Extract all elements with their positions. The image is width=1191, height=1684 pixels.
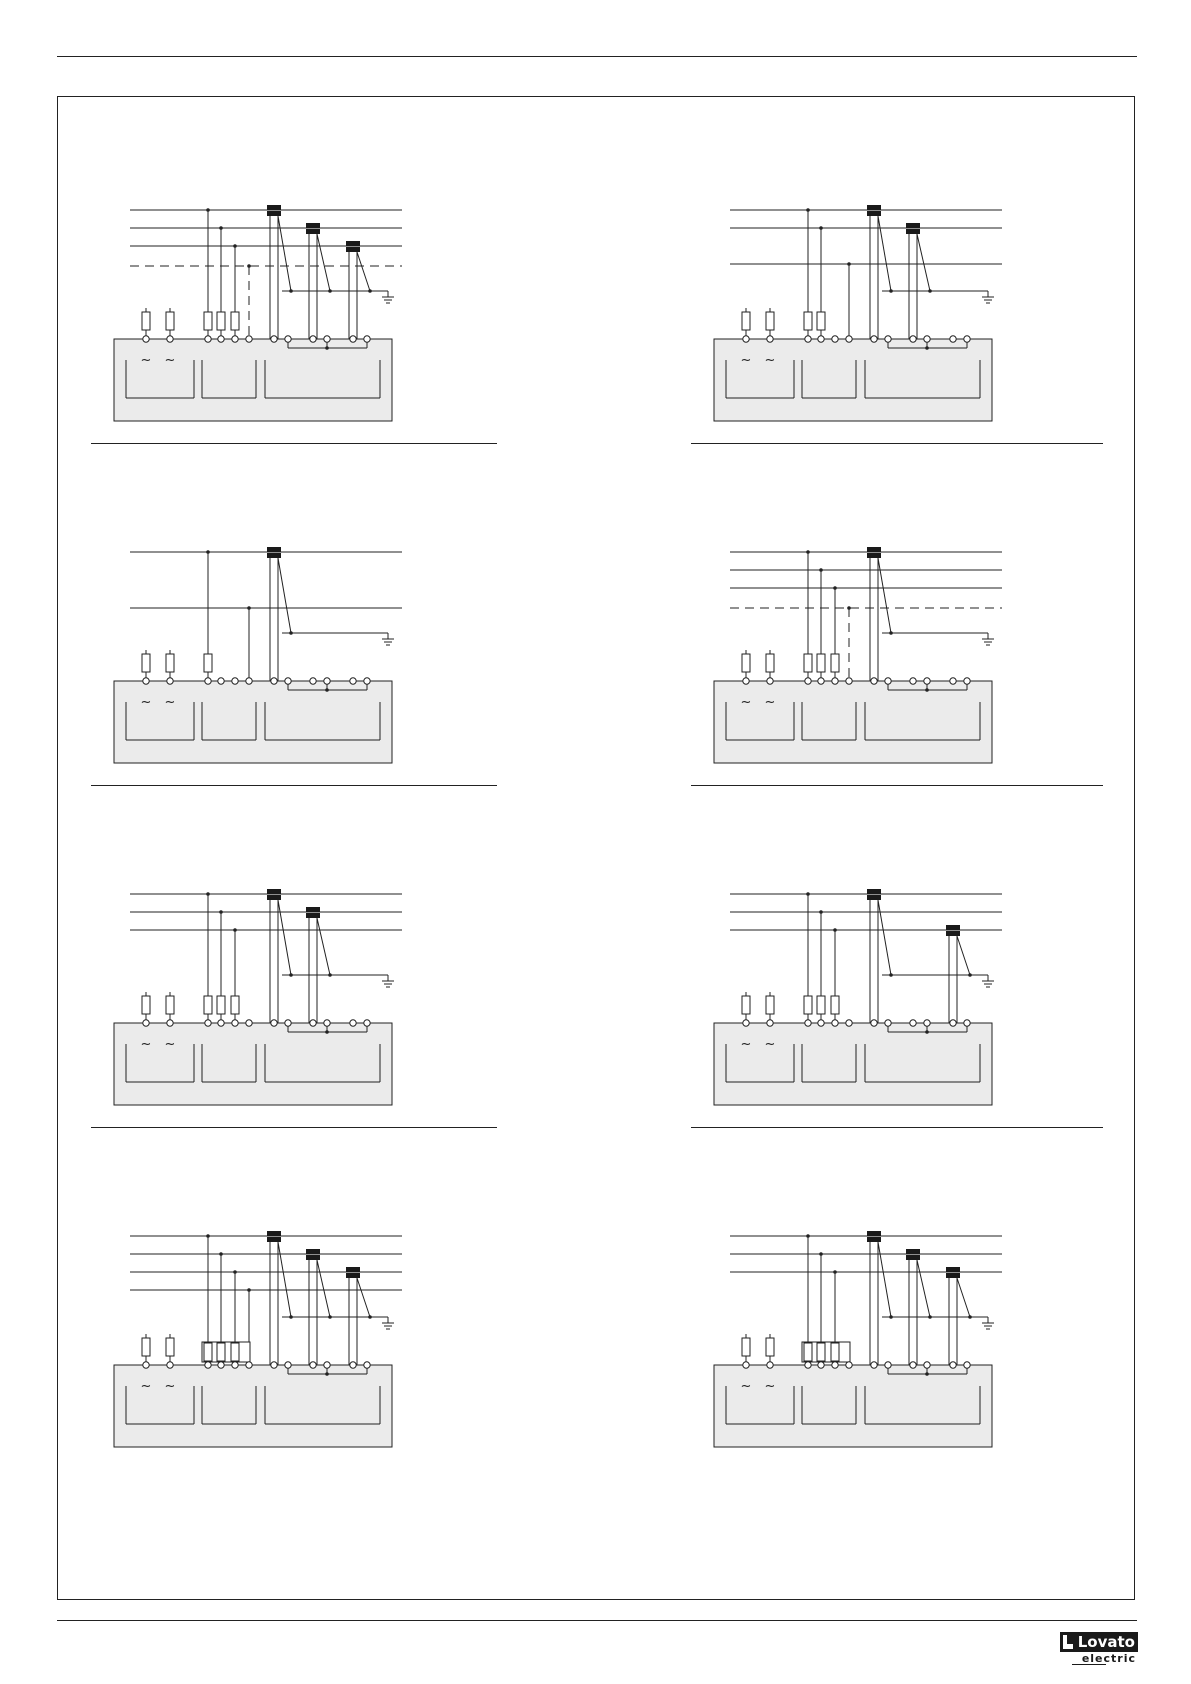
ct-secondary xyxy=(878,900,891,975)
fuse-symbol xyxy=(831,654,839,672)
terminal xyxy=(846,336,852,342)
supply-symbol: ~ xyxy=(764,353,776,368)
current-transformer xyxy=(267,895,281,900)
ct-secondary xyxy=(878,558,891,633)
fuse-symbol xyxy=(831,1343,839,1361)
terminal xyxy=(232,1362,238,1368)
current-transformer xyxy=(306,1249,320,1254)
fuse-symbol xyxy=(766,1338,774,1356)
fuse-symbol xyxy=(217,996,225,1014)
separator-line xyxy=(91,785,497,786)
wiring-diagram-1 xyxy=(112,190,412,420)
fuse-symbol xyxy=(804,1343,812,1361)
terminal xyxy=(924,1362,930,1368)
terminal xyxy=(846,1362,852,1368)
current-transformer xyxy=(267,1237,281,1242)
terminal xyxy=(885,1020,891,1026)
ct-secondary xyxy=(317,1260,330,1317)
terminal xyxy=(950,1362,956,1368)
fuse-symbol xyxy=(166,1338,174,1356)
fuse-symbol xyxy=(742,312,750,330)
supply-symbol: ~ xyxy=(740,1379,752,1394)
terminal xyxy=(805,678,811,684)
terminal xyxy=(364,678,370,684)
logo-mark-icon xyxy=(1063,1635,1073,1649)
terminal xyxy=(350,1362,356,1368)
logo-wordmark: Lovato xyxy=(1060,1632,1138,1652)
ct-secondary xyxy=(278,558,291,633)
terminal xyxy=(364,1020,370,1026)
terminal xyxy=(271,1020,277,1026)
terminal xyxy=(964,1362,970,1368)
footer-rule xyxy=(57,1620,1137,1621)
current-transformer xyxy=(906,229,920,234)
terminal xyxy=(246,336,252,342)
terminal xyxy=(964,336,970,342)
terminal xyxy=(310,1362,316,1368)
terminal xyxy=(285,1020,291,1026)
ct-secondary xyxy=(278,216,291,291)
lovato-logo xyxy=(1060,1632,1138,1666)
terminal xyxy=(350,336,356,342)
terminal xyxy=(350,678,356,684)
terminal xyxy=(964,1020,970,1026)
terminal xyxy=(271,678,277,684)
ct-secondary xyxy=(357,1278,370,1317)
fuse-symbol xyxy=(217,1343,225,1361)
ct-secondary xyxy=(917,234,930,291)
terminal xyxy=(910,1020,916,1026)
fuse-symbol xyxy=(831,996,839,1014)
ct-secondary xyxy=(278,1242,291,1317)
fuse-symbol xyxy=(804,996,812,1014)
fuse-symbol xyxy=(204,312,212,330)
current-transformer xyxy=(867,211,881,216)
wiring-diagram-8 xyxy=(712,1216,1012,1446)
terminal xyxy=(846,1020,852,1026)
current-transformer xyxy=(946,931,960,936)
current-transformer xyxy=(906,1255,920,1260)
ct-secondary xyxy=(957,1278,970,1317)
terminal xyxy=(271,1362,277,1368)
terminal xyxy=(818,678,824,684)
terminal xyxy=(950,678,956,684)
fuse-symbol xyxy=(817,996,825,1014)
current-transformer xyxy=(306,907,320,912)
fuse-symbol xyxy=(204,996,212,1014)
supply-symbol: ~ xyxy=(740,1037,752,1052)
terminal xyxy=(271,336,277,342)
terminal xyxy=(767,1020,773,1026)
terminal xyxy=(143,678,149,684)
terminal xyxy=(871,1362,877,1368)
terminal xyxy=(205,336,211,342)
instrument-housing xyxy=(714,1023,992,1105)
terminal xyxy=(832,678,838,684)
terminal xyxy=(232,678,238,684)
current-transformer xyxy=(346,247,360,252)
separator-line xyxy=(691,1127,1103,1128)
supply-symbol: ~ xyxy=(164,695,176,710)
terminal xyxy=(818,1362,824,1368)
current-transformer xyxy=(867,1237,881,1242)
instrument-housing xyxy=(114,681,392,763)
current-transformer xyxy=(906,1249,920,1254)
current-transformer xyxy=(346,1267,360,1272)
terminal xyxy=(350,1020,356,1026)
supply-symbol: ~ xyxy=(764,1379,776,1394)
fuse-symbol xyxy=(817,312,825,330)
terminal xyxy=(818,336,824,342)
ct-secondary xyxy=(878,1242,891,1317)
fuse-symbol xyxy=(166,654,174,672)
terminal xyxy=(910,678,916,684)
supply-symbol: ~ xyxy=(764,695,776,710)
terminal xyxy=(167,1020,173,1026)
fuse-symbol xyxy=(231,312,239,330)
terminal xyxy=(846,678,852,684)
supply-symbol: ~ xyxy=(764,1037,776,1052)
terminal xyxy=(285,678,291,684)
terminal xyxy=(285,336,291,342)
terminal xyxy=(950,336,956,342)
terminal xyxy=(218,1020,224,1026)
fuse-symbol xyxy=(166,312,174,330)
current-transformer xyxy=(267,553,281,558)
supply-symbol: ~ xyxy=(164,353,176,368)
terminal xyxy=(364,336,370,342)
fuse-symbol xyxy=(766,312,774,330)
terminal xyxy=(205,1020,211,1026)
terminal xyxy=(805,1020,811,1026)
terminal xyxy=(218,678,224,684)
separator-line xyxy=(691,785,1103,786)
fuse-symbol xyxy=(804,654,812,672)
current-transformer xyxy=(906,223,920,228)
header-rule xyxy=(57,56,1137,57)
supply-symbol: ~ xyxy=(164,1037,176,1052)
fuse-symbol xyxy=(204,654,212,672)
logo-underline xyxy=(1072,1664,1106,1665)
instrument-housing xyxy=(714,1365,992,1447)
terminal xyxy=(805,336,811,342)
fuse-symbol xyxy=(217,312,225,330)
terminal xyxy=(964,678,970,684)
current-transformer xyxy=(267,889,281,894)
terminal xyxy=(743,1362,749,1368)
fuse-symbol xyxy=(766,996,774,1014)
current-transformer xyxy=(267,547,281,552)
current-transformer xyxy=(946,1273,960,1278)
logo-subtitle: electric xyxy=(1081,1652,1136,1665)
terminal xyxy=(832,1362,838,1368)
fuse-symbol xyxy=(142,1338,150,1356)
terminal xyxy=(324,1362,330,1368)
terminal xyxy=(910,1362,916,1368)
terminal xyxy=(924,678,930,684)
instrument-housing xyxy=(714,339,992,421)
supply-symbol: ~ xyxy=(740,353,752,368)
fuse-symbol xyxy=(231,996,239,1014)
fuse-symbol xyxy=(204,1343,212,1361)
ct-secondary xyxy=(317,918,330,975)
fuse-symbol xyxy=(742,996,750,1014)
current-transformer xyxy=(946,925,960,930)
terminal xyxy=(143,336,149,342)
current-transformer xyxy=(867,553,881,558)
fuse-symbol xyxy=(817,654,825,672)
current-transformer xyxy=(867,205,881,210)
current-transformer xyxy=(306,229,320,234)
current-transformer xyxy=(346,241,360,246)
terminal xyxy=(805,1362,811,1368)
fuse-symbol xyxy=(804,312,812,330)
current-transformer xyxy=(267,211,281,216)
terminal xyxy=(324,1020,330,1026)
instrument-housing xyxy=(114,1365,392,1447)
supply-symbol: ~ xyxy=(140,695,152,710)
current-transformer xyxy=(346,1273,360,1278)
supply-symbol: ~ xyxy=(140,1037,152,1052)
current-transformer xyxy=(946,1267,960,1272)
terminal xyxy=(743,336,749,342)
terminal xyxy=(885,678,891,684)
terminal xyxy=(767,1362,773,1368)
terminal xyxy=(167,1362,173,1368)
supply-symbol: ~ xyxy=(140,353,152,368)
wiring-diagram-6 xyxy=(712,874,1012,1104)
terminal xyxy=(246,1020,252,1026)
supply-symbol: ~ xyxy=(140,1379,152,1394)
terminal xyxy=(743,1020,749,1026)
wiring-diagram-2 xyxy=(712,190,1012,420)
ct-secondary xyxy=(317,234,330,291)
instrument-housing xyxy=(714,681,992,763)
fuse-symbol xyxy=(817,1343,825,1361)
ct-secondary xyxy=(878,216,891,291)
terminal xyxy=(167,678,173,684)
terminal xyxy=(246,1362,252,1368)
terminal xyxy=(218,336,224,342)
fuse-symbol xyxy=(742,654,750,672)
instrument-housing xyxy=(114,339,392,421)
terminal xyxy=(885,336,891,342)
terminal xyxy=(285,1362,291,1368)
fuse-symbol xyxy=(766,654,774,672)
supply-symbol: ~ xyxy=(164,1379,176,1394)
terminal xyxy=(871,336,877,342)
terminal xyxy=(324,336,330,342)
terminal xyxy=(324,678,330,684)
terminal xyxy=(832,336,838,342)
separator-line xyxy=(91,1127,497,1128)
terminal xyxy=(767,336,773,342)
terminal xyxy=(924,1020,930,1026)
terminal xyxy=(246,678,252,684)
wiring-diagram-5 xyxy=(112,874,412,1104)
terminal xyxy=(143,1362,149,1368)
terminal xyxy=(950,1020,956,1026)
fuse-symbol xyxy=(231,1343,239,1361)
terminal xyxy=(205,1362,211,1368)
separator-line xyxy=(691,443,1103,444)
ct-secondary xyxy=(357,252,370,291)
terminal xyxy=(167,336,173,342)
terminal xyxy=(767,678,773,684)
current-transformer xyxy=(867,547,881,552)
terminal xyxy=(232,336,238,342)
terminal xyxy=(218,1362,224,1368)
fuse-symbol xyxy=(142,654,150,672)
current-transformer xyxy=(267,205,281,210)
instrument-housing xyxy=(114,1023,392,1105)
fuse-symbol xyxy=(742,1338,750,1356)
terminal xyxy=(832,1020,838,1026)
terminal xyxy=(924,336,930,342)
terminal xyxy=(364,1362,370,1368)
terminal xyxy=(885,1362,891,1368)
terminal xyxy=(871,678,877,684)
ct-secondary xyxy=(278,900,291,975)
terminal xyxy=(910,336,916,342)
fuse-symbol xyxy=(142,312,150,330)
fuse-symbol xyxy=(166,996,174,1014)
ct-secondary xyxy=(917,1260,930,1317)
wiring-diagram-4 xyxy=(712,532,1012,762)
terminal xyxy=(743,678,749,684)
current-transformer xyxy=(306,223,320,228)
terminal xyxy=(232,1020,238,1026)
terminal xyxy=(143,1020,149,1026)
terminal xyxy=(310,678,316,684)
wiring-diagram-3 xyxy=(112,532,412,762)
fuse-symbol xyxy=(142,996,150,1014)
ct-secondary xyxy=(957,936,970,975)
terminal xyxy=(310,336,316,342)
separator-line xyxy=(91,443,497,444)
current-transformer xyxy=(867,1231,881,1236)
supply-symbol: ~ xyxy=(740,695,752,710)
terminal xyxy=(818,1020,824,1026)
current-transformer xyxy=(267,1231,281,1236)
terminal xyxy=(871,1020,877,1026)
current-transformer xyxy=(306,913,320,918)
terminal xyxy=(205,678,211,684)
current-transformer xyxy=(867,895,881,900)
wiring-diagram-7 xyxy=(112,1216,412,1446)
current-transformer xyxy=(306,1255,320,1260)
terminal xyxy=(310,1020,316,1026)
current-transformer xyxy=(867,889,881,894)
